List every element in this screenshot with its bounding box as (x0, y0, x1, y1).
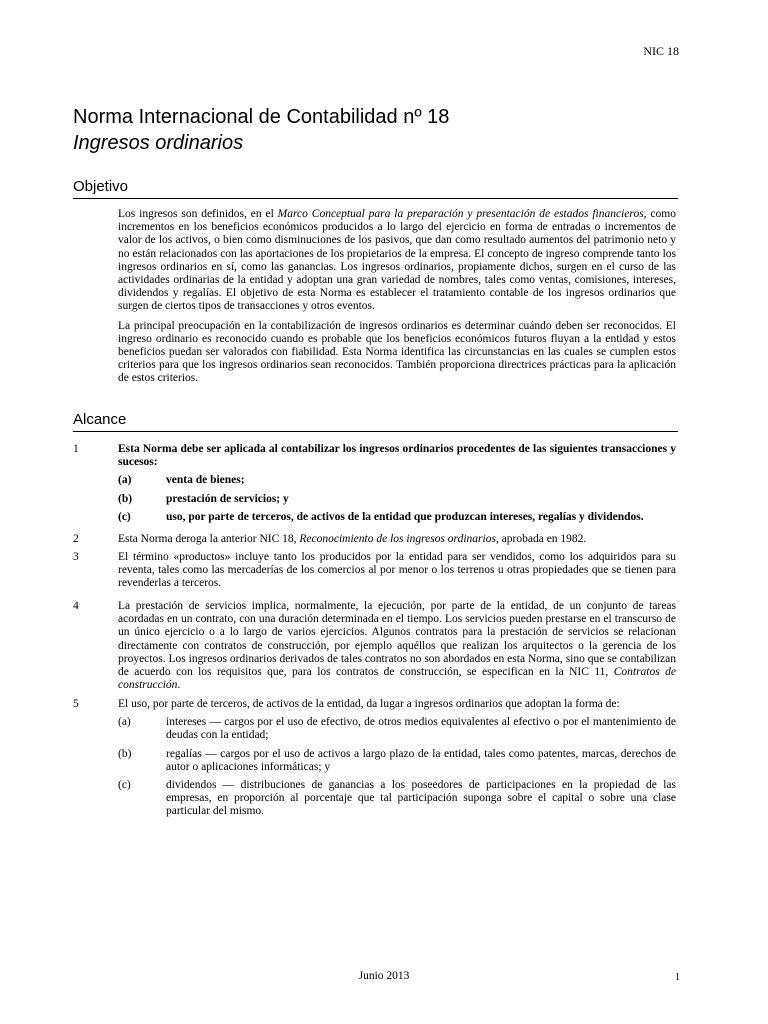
paragraph-3 (73, 551, 676, 591)
list-item-label: (a) (118, 716, 131, 729)
marco-conceptual-reference: Marco Conceptual para la preparación y presentación de estados financieros (277, 208, 644, 220)
paragraph-1 (73, 443, 676, 524)
list-item (118, 511, 676, 524)
title-subtitle: Ingresos ordinarios (73, 132, 244, 154)
list-item-label: (c) (118, 779, 131, 792)
list-item-text: dividendos — distribuciones de ganancias a los poseedores de participaciones en la propiedad de las empresas, en proporción al porcentaje que tal participación suponga sobre el capital o sobre una clase particular del mismo. (166, 779, 676, 818)
paragraph-4 (73, 600, 676, 692)
objetivo-paragraph-1 (118, 208, 676, 314)
section-heading-objetivo: Objetivo (73, 178, 678, 199)
paragraph-4-text-b: . (177, 679, 181, 692)
objetivo-p1-text-b: , como incrementos en los beneficios económicos producidos a lo largo del ejercicio en forma de entradas o incrementos de valor de los activos, o bien como disminuciones de los pasivos, que dan como resultado aumentos del patrimonio neto y no están relacionados con las aportaciones de los propietarios de la empresa. El concepto de ingreso comprende tanto los ingresos ordinarios en sí, como las ganancias. Los ingresos ordinarios, propiamente dichos, surgen en el curso de las actividades ordinarias de la entidad y adoptan una gran variedad de nombres, tales como ventas, comisiones, intereses, dividendos y regalías. El objetivo de esta Norma es establecer el tratamiento contable de los ingresos ordinarios que surgen de ciertos tipos de transacciones y otros eventos. (118, 208, 676, 313)
paragraph-2 (73, 533, 676, 546)
footer-date: Junio 2013 (358, 970, 410, 982)
list-item (118, 779, 676, 819)
list-item-text: venta de bienes; (166, 474, 245, 487)
paragraph-number: 4 (73, 600, 79, 612)
list-item-label: (c) (118, 510, 131, 523)
paragraph-number: 2 (73, 533, 79, 545)
page-number: 1 (675, 972, 680, 983)
document-title (73, 104, 683, 156)
paragraph-1-text: Esta Norma debe ser aplicada al contabilizar los ingresos ordinarios procedentes de las siguientes transacciones y sucesos: (118, 443, 676, 469)
list-item (118, 474, 676, 487)
list-item-text: prestación de servicios; y (166, 492, 289, 505)
list-item (118, 493, 676, 506)
paragraph-2-text-b: , aprobada en 1982. (495, 533, 587, 545)
paragraph-4-text-a: La prestación de servicios implica, normalmente, la ejecución, por parte de la entidad, de un conjunto de tareas acordadas en un contrato, con una duración determinada en el tiempo. Los servicios pueden prestarse en el transcurso de un único ejercicio o a lo largo de varios ejercicios. Algunos contratos para la prestación de servicios se relacionan directamente con contratos de construcción, por ejemplo aquéllos que realizan los arquitectos o la gerencia de los proyectos. Los ingresos ordinarios derivados de tales contratos no son abordados en esta Norma, sino que se contabilizan de acuerdo con los requisitos que, para los contratos de construcción, se especifican en la NIC 11, (118, 600, 676, 679)
list-item-label: (b) (118, 747, 132, 760)
paragraph-5 (73, 698, 676, 819)
section-heading-alcance: Alcance (73, 411, 678, 432)
list-item (118, 748, 676, 774)
paragraph-3-text: El término «productos» incluye tanto los producidos por la entidad para ser vendidos, como los adquiridos para su reventa, tales como las mercaderías de los comercios al por menor o los terrenos u otras propiedades que se tienen para revenderlas a terceros. (118, 551, 676, 590)
list-item-label: (a) (118, 474, 132, 487)
objetivo-body (118, 208, 676, 392)
list-item-text: uso, por parte de terceros, de activos de la entidad que produzcan intereses, regalías y dividendos. (166, 510, 644, 523)
objetivo-p1-text-a: Los ingresos son definidos, en el (118, 208, 278, 220)
nic18-1982-reference: Reconocimiento de los ingresos ordinarios (299, 533, 496, 545)
paragraph-number: 5 (73, 698, 79, 710)
title-main: Norma Internacional de Contabilidad nº 18 (73, 106, 450, 128)
list-item (118, 716, 676, 742)
nic11-reference: Contratos de construcción (118, 666, 676, 692)
paragraph-5-text: El uso, por parte de terceros, de activos de la entidad, da lugar a ingresos ordinarios que adoptan la forma de: (118, 698, 620, 710)
objetivo-paragraph-2: La principal preocupación en la contabilización de ingresos ordinarios es determinar cuándo deben ser reconocidos. El ingreso ordinario es reconocido cuando es probable que los beneficios económicos futuros fluyan a la entidad y estos beneficios puedan ser valorados con fiabilidad. Esta Norma identifica las circunstancias en las cuales se cumplen estos criterios para que los ingresos ordinarios sean reconocidos. También proporciona directrices prácticas para la aplicación de estos criterios. (118, 319, 676, 385)
list-item-label: (b) (118, 492, 133, 505)
paragraph-2-text-a: Esta Norma deroga la anterior NIC 18, (118, 533, 300, 545)
paragraph-number: 3 (73, 551, 79, 563)
paragraph-number: 1 (73, 443, 79, 455)
header-standard-code: NIC 18 (643, 44, 679, 58)
list-item-text: regalías — cargos por el uso de activos a largo plazo de la entidad, tales como patentes, marcas, derechos de autor o aplicaciones informáticas; y (166, 747, 676, 773)
list-item-text: intereses — cargos por el uso de efectivo, de otros medios equivalentes al efectivo o por el mantenimiento de deudas con la entidad; (166, 716, 676, 742)
